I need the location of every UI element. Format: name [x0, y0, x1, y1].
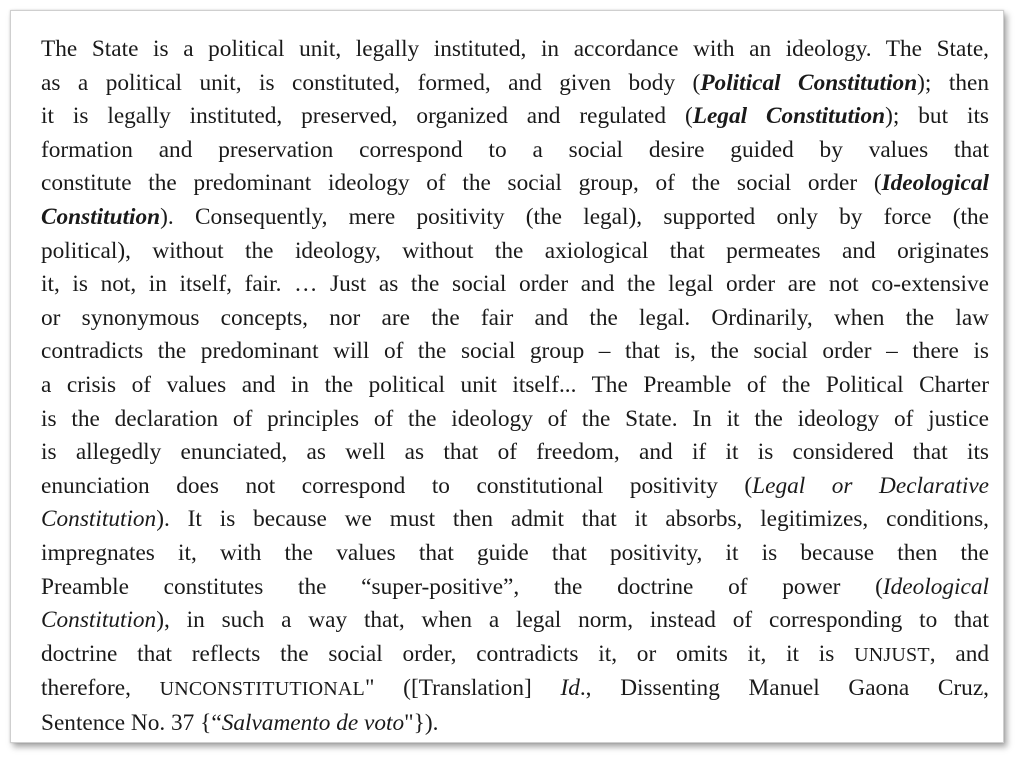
emphasis-segment: Ideological	[882, 573, 989, 600]
text-segment: Sentence No. 37 {“	[41, 709, 222, 736]
text-segment: is the declaration of principles of the ideology of the State. In it the ideology of justice	[41, 405, 989, 432]
text-segment: formation and preservation correspond to a social desire guided by values that	[41, 136, 989, 163]
emphasis-segment: UNCONSTITUTIONAL	[159, 678, 365, 701]
emphasis-segment: Political Constitution	[700, 69, 918, 96]
text-line	[41, 302, 989, 336]
text-line	[41, 100, 989, 134]
text-segment: Preamble constitutes the “super-positive”, the doctrine of power (	[41, 573, 883, 600]
text-line	[41, 503, 989, 537]
text-segment: contradicts the predominant will of the social group – that is, the social order – there is	[41, 338, 989, 365]
text-line	[41, 134, 989, 168]
text-segment: enunciation does not correspond to constitutional positivity (	[41, 472, 753, 499]
emphasis-segment: UNJUST	[854, 643, 930, 666]
text-line	[41, 604, 989, 638]
quote-text	[41, 33, 989, 740]
emphasis-segment: Ideological	[881, 170, 989, 197]
text-line	[41, 707, 989, 741]
text-line	[41, 672, 989, 707]
text-line	[41, 201, 989, 235]
text-line	[41, 436, 989, 470]
emphasis-segment: Salvamento de voto	[221, 709, 405, 736]
text-segment: political), without the ideology, without the axiological that permeates and originates	[41, 237, 989, 264]
text-line	[41, 638, 989, 673]
text-segment: or synonymous concepts, nor are the fair and the legal. Ordinarily, when the law	[41, 304, 989, 331]
text-line	[41, 235, 989, 269]
text-segment: The State is a political unit, legally instituted, in accordance with an ideology. The State,	[41, 36, 989, 62]
text-segment: it is legally instituted, preserved, organized and regulated (	[41, 103, 693, 130]
text-line	[41, 369, 989, 403]
emphasis-segment: Legal Constitution	[692, 103, 886, 130]
text-segment: " ([Translation]	[364, 675, 561, 702]
text-line	[41, 470, 989, 504]
text-segment: constitute the predominant ideology of the social group, of the social order (	[41, 170, 882, 197]
text-line	[41, 33, 989, 67]
text-segment: doctrine that reflects the social order, contradicts it, or omits it, it is	[41, 640, 855, 667]
text-segment: ., Dissenting Manuel Gaona Cruz,	[579, 675, 989, 702]
text-line	[41, 167, 989, 201]
text-segment: ); but its	[885, 103, 989, 130]
text-segment: a crisis of values and in the political unit itself... The Preamble of the Political Charter	[41, 371, 989, 398]
text-line	[41, 403, 989, 437]
text-line	[41, 67, 989, 101]
emphasis-segment: Constitution	[41, 607, 157, 634]
text-segment: ). It is because we must then admit that it absorbs, legitimizes, conditions,	[156, 506, 989, 533]
text-line	[41, 537, 989, 571]
text-segment: it, is not, in itself, fair. … Just as the social order and the legal order are not co-extensive	[41, 271, 989, 298]
text-segment: , and	[929, 640, 989, 667]
text-segment: is allegedly enunciated, as well as that of freedom, and if it is considered that its	[41, 439, 989, 466]
text-segment: ), in such a way that, when a legal norm, instead of corresponding to that	[156, 607, 989, 634]
emphasis-segment: Id	[560, 675, 580, 702]
text-line	[41, 571, 989, 605]
text-line	[41, 335, 989, 369]
text-segment: ). Consequently, mere positivity (the legal), supported only by force (the	[160, 203, 989, 230]
text-segment: as a political unit, is constituted, formed, and given body (	[41, 69, 701, 96]
text-segment: therefore,	[41, 675, 160, 702]
quote-frame	[10, 10, 1004, 743]
text-segment: impregnates it, with the values that guide that positivity, it is because then the	[41, 539, 989, 566]
emphasis-segment: Constitution	[41, 203, 161, 230]
emphasis-segment: Legal or Declarative	[752, 472, 989, 499]
text-segment: "}).	[404, 709, 439, 736]
text-line	[41, 268, 989, 302]
emphasis-segment: Constitution	[41, 506, 157, 533]
text-segment: ); then	[917, 69, 989, 96]
